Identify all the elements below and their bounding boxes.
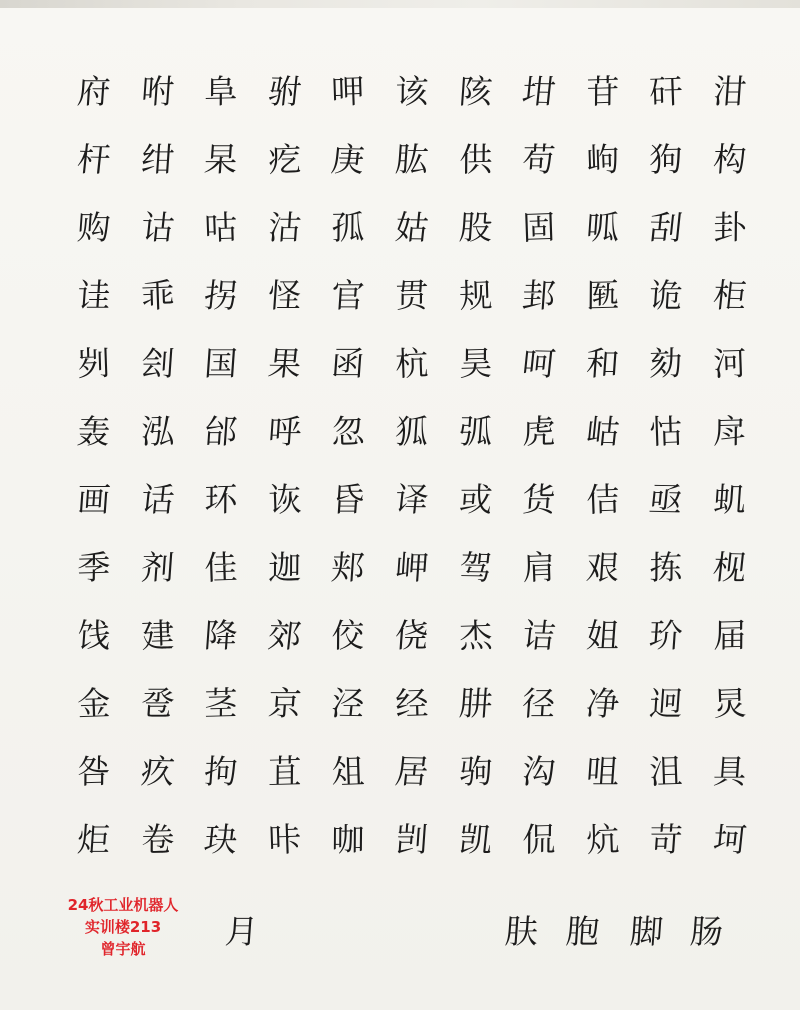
last-row-char-4: 脚 — [628, 912, 665, 951]
practice-character: 呱 — [584, 208, 621, 247]
practice-character: 咖 — [331, 819, 365, 860]
practice-character: 该 — [395, 71, 429, 112]
practice-character: 刿 — [76, 343, 111, 384]
practice-character: 佳 — [203, 547, 239, 588]
practice-character: 迥 — [648, 684, 685, 723]
practice-character: 届 — [713, 615, 747, 656]
practice-character: 净 — [584, 683, 622, 724]
signature-room: 实训楼213 — [84, 918, 162, 936]
practice-character: 岵 — [584, 411, 622, 452]
practice-character: 或 — [457, 480, 494, 519]
practice-character: 凯 — [456, 819, 494, 860]
practice-character: 呵 — [520, 343, 558, 384]
practice-character: 肱 — [393, 140, 430, 179]
practice-character: 径 — [521, 684, 557, 723]
practice-character: 股 — [457, 208, 494, 247]
practice-character: 玦 — [202, 819, 240, 860]
practice-character: 拘 — [203, 752, 239, 791]
character-grid — [62, 58, 762, 874]
practice-character: 经 — [394, 683, 429, 724]
practice-character: 陔 — [457, 72, 494, 111]
practice-character: 拐 — [202, 275, 240, 316]
last-row-char-3: 胞 — [564, 912, 601, 951]
practice-character: 国 — [203, 344, 239, 383]
practice-character: 咕 — [203, 207, 239, 248]
practice-character: 降 — [203, 616, 239, 655]
practice-character: 咀 — [584, 752, 621, 791]
practice-character: 茎 — [204, 683, 238, 724]
practice-character: 侃 — [522, 819, 556, 860]
practice-character: 京 — [266, 684, 303, 723]
practice-character: 饯 — [75, 616, 112, 655]
practice-character: 泓 — [140, 411, 175, 452]
practice-character: 孤 — [331, 207, 365, 248]
practice-character: 话 — [138, 479, 176, 520]
practice-character: 诂 — [138, 207, 176, 248]
practice-character: 译 — [393, 479, 431, 520]
practice-character: 邰 — [203, 412, 239, 451]
last-row-char-5: 肠 — [688, 912, 725, 951]
practice-character: 构 — [711, 140, 748, 179]
practice-character: 肩 — [521, 547, 557, 588]
practice-character: 劾 — [649, 343, 683, 384]
practice-character: 季 — [77, 547, 111, 588]
practice-character: 沽 — [266, 208, 303, 247]
practice-character: 狗 — [649, 139, 683, 180]
practice-character: 卷 — [140, 819, 175, 860]
practice-character: 怪 — [266, 276, 303, 315]
practice-character: 杆 — [75, 139, 113, 180]
practice-character: 怙 — [648, 411, 684, 452]
practice-character: 果 — [266, 343, 304, 384]
practice-character: 刽 — [139, 344, 176, 383]
practice-character: 卺 — [139, 684, 176, 723]
practice-character: 咎 — [77, 751, 111, 792]
practice-character: 柜 — [711, 275, 749, 316]
practice-character: 驸 — [266, 71, 304, 112]
practice-character: 金 — [76, 683, 111, 724]
practice-character: 迦 — [267, 547, 302, 588]
practice-character: 乖 — [140, 275, 175, 316]
practice-character: 绀 — [139, 140, 176, 179]
practice-character: 官 — [330, 276, 367, 315]
practice-character: 贯 — [395, 275, 429, 316]
practice-character: 岣 — [585, 139, 620, 180]
practice-character: 函 — [330, 344, 367, 383]
practice-character: 虮 — [711, 480, 748, 519]
practice-character: 府 — [75, 72, 112, 111]
practice-character: 虎 — [522, 411, 556, 452]
practice-character: 杭 — [394, 343, 429, 384]
practice-character: 矸 — [648, 71, 684, 112]
practice-character: 玠 — [648, 616, 685, 655]
practice-character: 佶 — [585, 479, 620, 520]
practice-character: 呷 — [330, 71, 366, 112]
practice-character: 刮 — [647, 207, 685, 248]
practice-character: 昏 — [330, 480, 367, 519]
practice-character: 具 — [711, 752, 748, 791]
practice-character: 狐 — [393, 412, 430, 451]
practice-character: 忽 — [330, 411, 366, 452]
practice-character: 诘 — [520, 615, 558, 656]
practice-character: 泔 — [711, 72, 748, 111]
practice-character: 岬 — [393, 548, 430, 587]
student-signature — [48, 894, 198, 960]
practice-character: 枧 — [711, 547, 749, 588]
practice-character: 姐 — [584, 616, 621, 655]
practice-character: 卦 — [713, 207, 747, 248]
practice-character: 佼 — [331, 615, 365, 656]
practice-character: 疚 — [138, 751, 176, 792]
practice-character: 驾 — [456, 547, 494, 588]
signature-name: 曾宇航 — [100, 940, 146, 958]
practice-character: 杰 — [458, 615, 493, 656]
practice-character: 炕 — [585, 819, 620, 860]
practice-character: 阜 — [204, 71, 238, 112]
practice-character: 艰 — [584, 548, 621, 587]
practice-character: 咔 — [267, 819, 302, 860]
practice-character: 画 — [75, 480, 112, 519]
practice-character: 沟 — [521, 752, 557, 791]
practice-character: 戽 — [713, 411, 747, 452]
practice-character: 弧 — [457, 412, 494, 451]
practice-character: 购 — [75, 208, 112, 247]
practice-character: 郊 — [266, 615, 304, 656]
practice-character: 炬 — [75, 820, 112, 859]
practice-character: 俎 — [330, 751, 366, 792]
practice-character: 郏 — [330, 548, 367, 587]
practice-character: 供 — [458, 139, 493, 180]
practice-character: 炅 — [712, 683, 747, 724]
practice-character: 拣 — [649, 547, 683, 588]
practice-character: 货 — [521, 480, 557, 519]
practice-character: 剀 — [393, 820, 430, 859]
practice-character: 剂 — [139, 548, 176, 587]
practice-character: 诡 — [648, 276, 685, 315]
practice-character: 规 — [458, 275, 493, 316]
practice-character: 昊 — [458, 343, 493, 384]
practice-character: 坷 — [711, 819, 749, 860]
practice-character: 轰 — [75, 411, 113, 452]
practice-character: 河 — [712, 343, 747, 384]
practice-character: 肼 — [457, 684, 494, 723]
practice-character: 疙 — [267, 139, 302, 180]
practice-character: 姑 — [393, 207, 431, 248]
practice-character: 匦 — [585, 275, 620, 316]
practice-character: 呼 — [266, 412, 303, 451]
practice-character: 居 — [393, 751, 431, 792]
practice-character: 诙 — [267, 479, 302, 520]
practice-character: 诖 — [75, 276, 112, 315]
practice-character: 驹 — [458, 751, 493, 792]
practice-character: 环 — [204, 479, 238, 520]
practice-character: 和 — [584, 344, 621, 383]
practice-character: 坩 — [520, 71, 558, 112]
practice-character: 庚 — [329, 139, 367, 180]
practice-character: 沮 — [648, 751, 684, 792]
practice-character: 邽 — [521, 276, 557, 315]
last-row-char-2: 肤 — [503, 912, 540, 951]
practice-character: 杲 — [203, 140, 239, 179]
practice-character: 苟 — [521, 140, 557, 179]
last-row-char-1: 月 — [223, 912, 260, 951]
practice-character: 苴 — [267, 751, 302, 792]
signature-class: 24秋工业机器人 — [67, 896, 179, 914]
practice-character: 咐 — [139, 72, 176, 111]
practice-character: 固 — [521, 207, 557, 248]
practice-character: 亟 — [647, 479, 685, 520]
practice-character: 泾 — [329, 683, 367, 724]
practice-character: 苷 — [585, 71, 620, 112]
practice-character: 苛 — [648, 820, 685, 859]
practice-character: 侥 — [393, 616, 430, 655]
practice-character: 建 — [140, 615, 175, 656]
paper-top-edge — [0, 0, 800, 8]
